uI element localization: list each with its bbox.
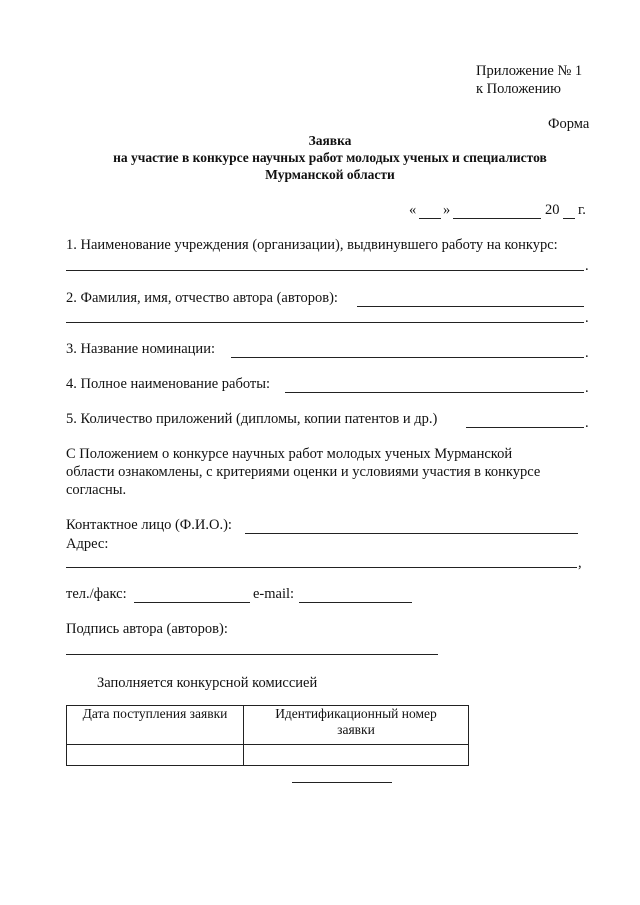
work-title-blank[interactable] (285, 392, 584, 393)
contact-person-label: Контактное лицо (Ф.И.О.): (66, 517, 232, 533)
id-number-header (244, 706, 469, 745)
author-end-dot: . (585, 310, 589, 326)
agreement-line-2: области ознакомлены, с критериями оценки и условиями участия в конкурсе (66, 464, 541, 480)
nomination-end-dot: . (585, 345, 589, 361)
nomination-label: 3. Название номинации: (66, 341, 215, 357)
institution-end-dot: . (585, 258, 589, 274)
date-close-quote: » (443, 202, 451, 218)
closing-divider (292, 782, 392, 783)
regulation-label: к Положению (476, 81, 561, 97)
attachments-end-dot: . (585, 415, 589, 431)
address-blank[interactable] (66, 567, 577, 568)
author-label: 2. Фамилия, имя, отчество автора (авторов): (66, 290, 338, 306)
title-line-2: на участие в конкурсе научных работ молодых ученых и специалистов (113, 150, 547, 165)
phone-blank[interactable] (134, 602, 250, 603)
email-label: e-mail: (253, 586, 295, 602)
year-prefix: 20 (545, 202, 560, 218)
commission-note: Заполняется конкурсной комиссией (97, 675, 318, 691)
year-blank[interactable] (563, 218, 575, 219)
signature-label: Подпись автора (авторов): (66, 621, 228, 637)
signature-blank[interactable] (66, 654, 438, 655)
appendix-label: Приложение № 1 (476, 63, 583, 79)
work-title-label: 4. Полное наименование работы: (66, 376, 270, 392)
address-label: Адрес: (66, 536, 109, 552)
institution-label: 1. Наименование учреждения (организации), выдвинувшего работу на конкурс: (66, 237, 558, 253)
author-blank-2[interactable] (66, 322, 584, 323)
id-number-header-line-2: заявки (337, 722, 375, 737)
agreement-line-1: С Положением о конкурсе научных работ молодых ученых Мурманской (66, 446, 513, 462)
phone-label: тел./факс: (66, 586, 127, 602)
institution-blank[interactable] (66, 270, 584, 271)
agreement-line-3: согласны. (66, 482, 127, 498)
registration-table (66, 705, 469, 766)
date-open-quote: « (409, 202, 417, 218)
receipt-date-cell[interactable] (67, 745, 244, 766)
attachments-label: 5. Количество приложений (дипломы, копии патентов и др.) (66, 411, 438, 427)
address-end-comma: , (578, 555, 582, 571)
id-number-cell[interactable] (244, 745, 469, 766)
year-suffix: г. (578, 202, 586, 218)
day-blank[interactable] (419, 218, 441, 219)
attachments-blank[interactable] (466, 427, 584, 428)
month-blank[interactable] (453, 218, 541, 219)
work-title-end-dot: . (585, 380, 589, 396)
receipt-date-header-text: Дата поступления заявки (82, 706, 228, 721)
contact-person-blank[interactable] (245, 533, 578, 534)
form-label: Форма (548, 116, 590, 132)
title-line-3: Мурманской области (265, 167, 395, 182)
receipt-date-header (67, 706, 244, 745)
title-line-1: Заявка (308, 133, 352, 148)
author-blank-1[interactable] (357, 306, 584, 307)
email-blank[interactable] (299, 602, 412, 603)
nomination-blank[interactable] (231, 357, 584, 358)
id-number-header-line-1: Идентификационный номер (275, 706, 437, 721)
